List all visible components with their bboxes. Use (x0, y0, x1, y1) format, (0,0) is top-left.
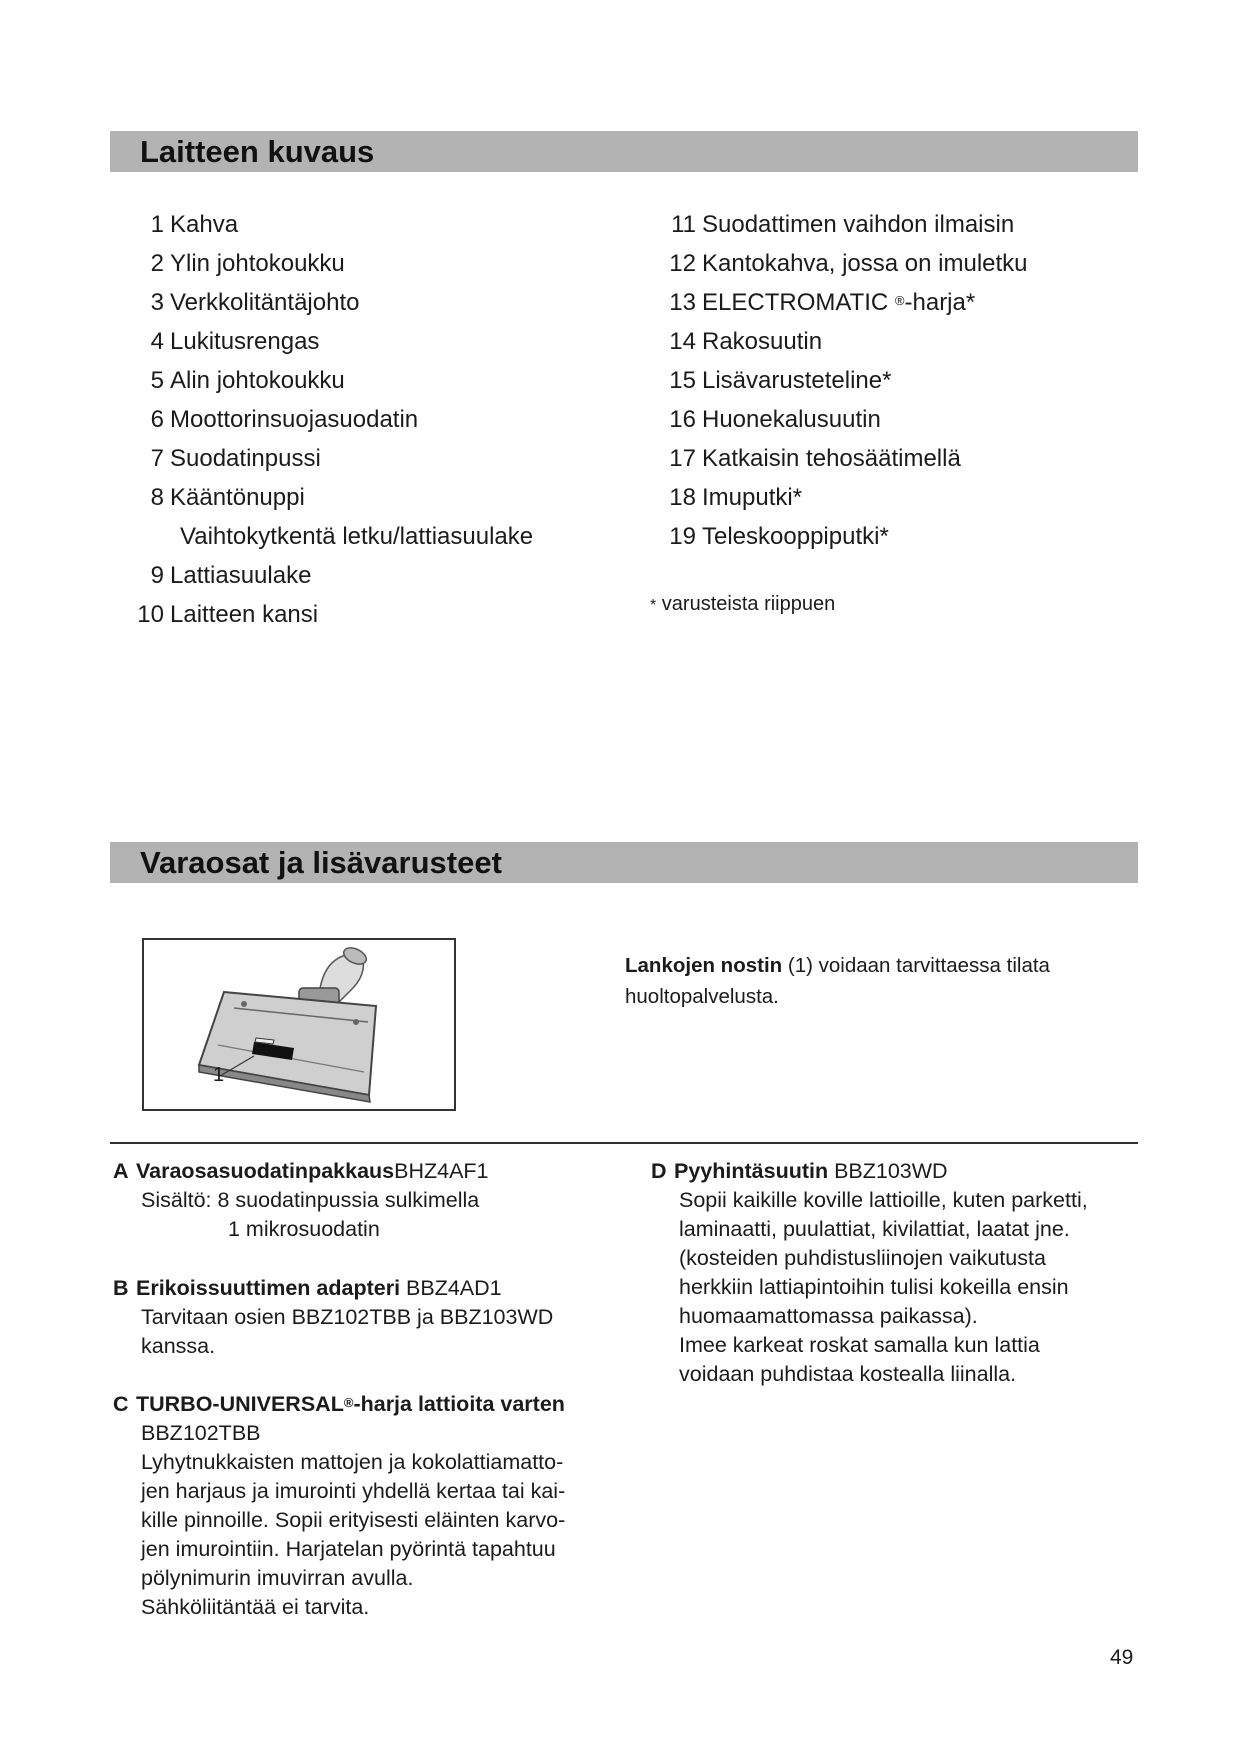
accessory-line: jen harjaus ja imurointi yhdellä kertaa tai kai- (141, 1479, 566, 1503)
accessory-line: Sisältö: 8 suodatinpussia sulkimella (141, 1188, 480, 1212)
accessory-c (113, 1390, 565, 1622)
list-item: 6 Moottorinsuojasuodatin (150, 406, 419, 433)
page-number: 49 (1110, 1646, 1134, 1669)
accessory-line: kanssa. (141, 1334, 216, 1358)
section-header-description (110, 131, 1138, 172)
list-item: 19 Teleskooppiputki* (669, 523, 889, 550)
section-title: Laitteen kuvaus (140, 134, 375, 169)
parts-list-left (122, 205, 533, 634)
list-item: 17 Katkaisin tehosäätimellä (669, 445, 961, 472)
accessory-line: laminaatti, puulattiat, kivilattiat, laatat jne. (679, 1217, 1070, 1241)
list-item: 12 Kantokahva, jossa on imuletku (669, 250, 1028, 277)
divider (110, 1142, 1138, 1144)
accessory-heading: A VaraosasuodatinpakkausBHZ4AF1 (113, 1159, 489, 1183)
accessory-line: pölynimurin imuvirran avulla. (141, 1566, 414, 1590)
parts-list-right (660, 205, 1028, 556)
accessory-heading: D Pyyhintäsuutin BBZ103WD (651, 1159, 948, 1183)
accessory-line: 1 mikrosuodatin (228, 1217, 380, 1241)
list-item: 4 Lukitusrengas (150, 328, 320, 355)
accessory-line: huomaamattomassa paikassa). (679, 1304, 978, 1328)
accessory-heading: C TURBO-UNIVERSAL®-harja lattioita varten (113, 1392, 565, 1416)
footnote-mark: * (650, 597, 657, 614)
accessory-line: (kosteiden puhdistusliinojen vaikutusta (679, 1246, 1046, 1270)
list-item: 14 Rakosuutin (669, 328, 823, 355)
list-item: 3 Verkkolitäntäjohto (150, 289, 360, 316)
accessory-heading: B Erikoissuuttimen adapteri BBZ4AD1 (113, 1276, 502, 1300)
caption-bold: Lankojen nostin (625, 954, 783, 977)
accessory-line: Sopii kaikille koville lattioille, kuten parketti, (679, 1188, 1088, 1212)
accessory-line: Tarvitaan osien BBZ102TBB ja BBZ103WD (141, 1305, 554, 1329)
figure-callout-label: 1 (213, 1064, 225, 1086)
list-item: 8 Kääntönuppi (150, 484, 305, 511)
accessory-line: Sähköliitäntää ei tarvita. (141, 1595, 370, 1619)
list-item: 16 Huonekalusuutin (669, 406, 881, 433)
section-title: Varaosat ja lisävarusteet (140, 845, 502, 880)
accessory-code: BBZ102TBB (141, 1421, 261, 1445)
footnote (650, 593, 835, 616)
accessory-line: herkkiin lattiapintoihin tulisi kokeilla ensin (679, 1275, 1069, 1299)
accessory-line: Imee karkeat roskat samalla kun lattia (679, 1333, 1040, 1357)
list-item-continuation: Vaihtokytkentä letku/lattiasuulake (180, 523, 534, 550)
list-item: 13 ELECTROMATIC ®-harja* (669, 289, 976, 316)
list-item: 18 Imuputki* (669, 484, 803, 511)
list-item: 15 Lisävarusteteline* (669, 367, 892, 394)
list-item: 1 Kahva (150, 211, 239, 238)
accessory-a (113, 1157, 489, 1244)
list-item: 11 Suodattimen vaihdon ilmaisin (671, 211, 1015, 238)
list-item: 2 Ylin johtokoukku (150, 250, 345, 277)
list-item: 5 Alin johtokoukku (150, 367, 345, 394)
caption-text: (1) voidaan tarvittaessa tilata (782, 954, 1050, 977)
accessory-line: Lyhytnukkaisten mattojen ja kokolattiamatto- (141, 1450, 564, 1474)
footnote-text: varusteista riippuen (661, 593, 836, 615)
list-item: 7 Suodatinpussi (150, 445, 321, 472)
list-item: 9 Lattiasuulake (150, 562, 312, 589)
accessory-line: kille pinnoille. Sopii erityisesti eläinten karvo- (141, 1508, 566, 1532)
accessory-b (113, 1274, 553, 1361)
accessory-line: voidaan puhdistaa kostealla liinalla. (679, 1362, 1017, 1386)
accessory-d (651, 1157, 1088, 1389)
floor-nozzle-figure (142, 938, 456, 1111)
accessory-line: jen imurointiin. Harjatelan pyörintä tapahtuu (141, 1537, 556, 1561)
caption-text-2: huoltopalvelusta. (625, 985, 779, 1008)
list-item: 10 Laitteen kansi (137, 601, 319, 628)
figure-caption (625, 950, 1125, 1012)
section-header-spare-parts (110, 842, 1138, 883)
floor-nozzle-illustration (144, 940, 454, 1109)
